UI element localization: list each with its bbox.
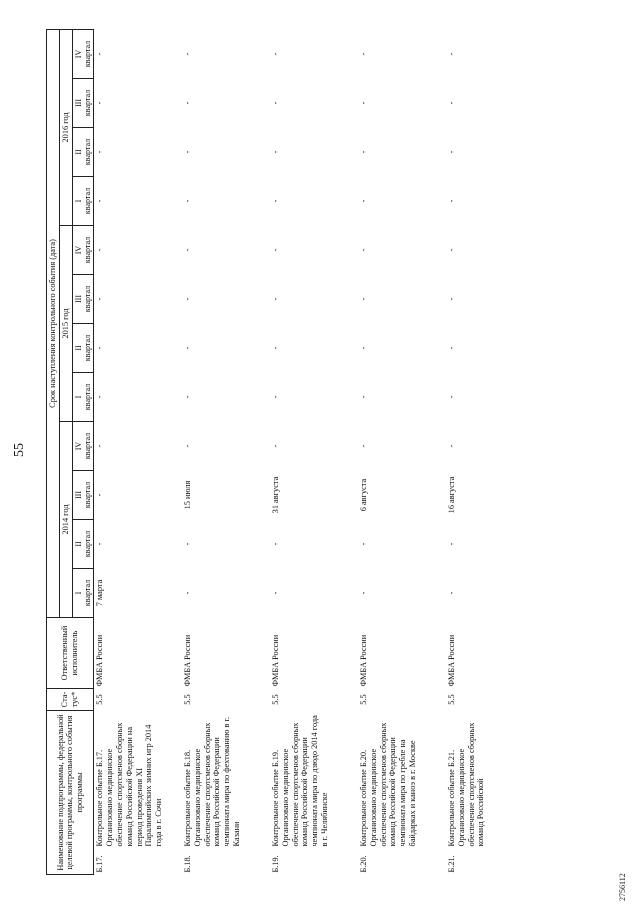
event-name: Контрольное событие Б.20. Организовано медицинское обеспечение спортсменов сборных команд Российской Федерации чемпионата мира по гребле на байдарках и каноэ в г. Москве (358, 722, 417, 847)
deadline-cell: - (358, 101, 368, 105)
table-row (94, 29, 182, 874)
deadline-cell: 6 августа (358, 478, 368, 512)
quarter-header: III квартал (72, 471, 94, 520)
deadline-cell: - (446, 542, 456, 546)
deadline-cell: - (446, 199, 456, 203)
deadline-cell: - (270, 542, 280, 546)
deadline-cell: 16 августа (446, 476, 456, 514)
event-executor: ФМБА России (182, 634, 192, 687)
deadline-cell: - (182, 395, 192, 399)
event-status: 5.5 (95, 694, 105, 705)
quarter-header: IV квартал (72, 29, 94, 78)
deadline-cell: - (358, 346, 368, 350)
deadline-cell: - (270, 52, 280, 56)
deadline-cell: - (95, 248, 105, 252)
deadline-cell: - (358, 444, 368, 448)
deadline-cell: - (446, 346, 456, 350)
event-status: 5.5 (182, 694, 192, 705)
table-row (270, 29, 358, 874)
deadline-cell: - (358, 52, 368, 56)
deadline-cell: - (182, 591, 192, 595)
table-row (182, 29, 270, 874)
deadline-cell: - (358, 248, 368, 252)
deadline-cell: - (95, 52, 105, 56)
deadline-cell: - (182, 346, 192, 350)
deadline-cell: - (270, 297, 280, 301)
deadline-cell: - (270, 150, 280, 154)
table-row (446, 29, 534, 874)
event-status: 5.5 (446, 694, 456, 705)
quarter-header: IV квартал (72, 422, 94, 471)
deadline-cell: - (95, 150, 105, 154)
deadline-cell: - (270, 346, 280, 350)
deadline-cell: - (95, 346, 105, 350)
control-events-table (46, 29, 534, 875)
quarter-header: II квартал (72, 520, 94, 569)
deadline-cell: 31 августа (270, 476, 280, 514)
header-year-2014: 2014 год (59, 422, 72, 618)
header-year-2016: 2016 год (59, 29, 72, 225)
row-number: Б.20. (358, 855, 368, 873)
header-name: Наименование подпрограммы, федеральной целевой программы, контрольного события программы (47, 711, 94, 875)
deadline-cell: - (182, 297, 192, 301)
event-name: Контрольное событие Б.19. Организовано медицинское обеспечение спортсменов сборных команд Российской Федерации чемпионата мира по дзюдо 2014 года в г. Челябинске (270, 715, 329, 847)
deadline-cell: - (446, 101, 456, 105)
deadline-cell: - (182, 444, 192, 448)
deadline-cell: - (95, 444, 105, 448)
row-number: Б.21. (446, 855, 456, 873)
event-executor: ФМБА России (358, 634, 368, 687)
header-executor: Ответственный исполнитель (47, 618, 94, 689)
event-name: Контрольное событие Б.21. Организовано медицинское обеспечение спортсменов сборных команд Российской (446, 722, 486, 847)
row-number: Б.19. (270, 855, 280, 873)
quarter-header: II квартал (72, 324, 94, 373)
deadline-cell: - (95, 297, 105, 301)
deadline-cell: - (446, 52, 456, 56)
deadline-cell: - (182, 199, 192, 203)
deadline-cell: - (95, 101, 105, 105)
quarter-header: I квартал (72, 373, 94, 422)
deadline-cell: - (95, 395, 105, 399)
deadline-cell: - (270, 591, 280, 595)
deadline-cell: - (446, 297, 456, 301)
table-row (358, 29, 446, 874)
quarter-header: IV квартал (72, 226, 94, 275)
deadline-cell: - (446, 150, 456, 154)
deadline-cell: - (270, 199, 280, 203)
quarter-header: III квартал (72, 79, 94, 128)
row-number: Б.17. (95, 855, 105, 873)
deadline-cell: - (358, 199, 368, 203)
quarter-header: I квартал (72, 569, 94, 618)
table-body (94, 29, 534, 874)
deadline-cell: - (358, 297, 368, 301)
deadline-cell: - (446, 248, 456, 252)
deadline-cell: - (182, 101, 192, 105)
deadline-cell: - (358, 542, 368, 546)
quarter-header: II квартал (72, 128, 94, 177)
deadline-cell: - (182, 542, 192, 546)
quarter-header: III квартал (72, 275, 94, 324)
event-name: Контрольное событие Б.18. Организовано медицинское обеспечение спортсменов сборных команд Российской Федерации чемпионата мира по фехтованию в г. Казани (182, 716, 241, 847)
event-status: 5.5 (270, 694, 280, 705)
deadline-cell: - (182, 52, 192, 56)
deadline-cell: - (446, 444, 456, 448)
deadline-cell: - (270, 101, 280, 105)
quarter-header: I квартал (72, 177, 94, 226)
deadline-cell: - (358, 395, 368, 399)
page-number: 55 (12, 443, 27, 457)
deadline-cell: - (95, 493, 105, 497)
event-name: Контрольное событие Б.17. Организовано медицинское обеспечение спортсменов сборных команд Российской Федерации на период проведения XI Паралимпийских зимних игр 2014 года в г. Сочи (95, 722, 164, 847)
deadline-cell: - (182, 248, 192, 252)
deadline-cell: - (270, 395, 280, 399)
deadline-cell: - (95, 542, 105, 546)
deadline-cell: 15 июля (182, 480, 192, 510)
deadline-cell: - (358, 591, 368, 595)
deadline-cell: - (270, 248, 280, 252)
deadline-cell: - (95, 199, 105, 203)
event-executor: ФМБА России (446, 634, 456, 687)
deadline-cell: - (446, 395, 456, 399)
event-executor: ФМБА России (270, 634, 280, 687)
event-status: 5.5 (358, 694, 368, 705)
event-executor: ФМБА России (95, 634, 105, 687)
deadline-cell: - (446, 591, 456, 595)
header-status: Ста-тус* (47, 689, 94, 711)
document-code: 2756112 (618, 873, 627, 901)
row-number: Б.18. (182, 855, 192, 873)
header-year-2015: 2015 год (59, 226, 72, 422)
header-deadline: Срок наступления контрольного события (дата) (47, 29, 60, 617)
deadline-cell: 7 марта (95, 579, 105, 607)
deadline-cell: - (358, 150, 368, 154)
deadline-cell: - (270, 444, 280, 448)
deadline-cell: - (182, 150, 192, 154)
